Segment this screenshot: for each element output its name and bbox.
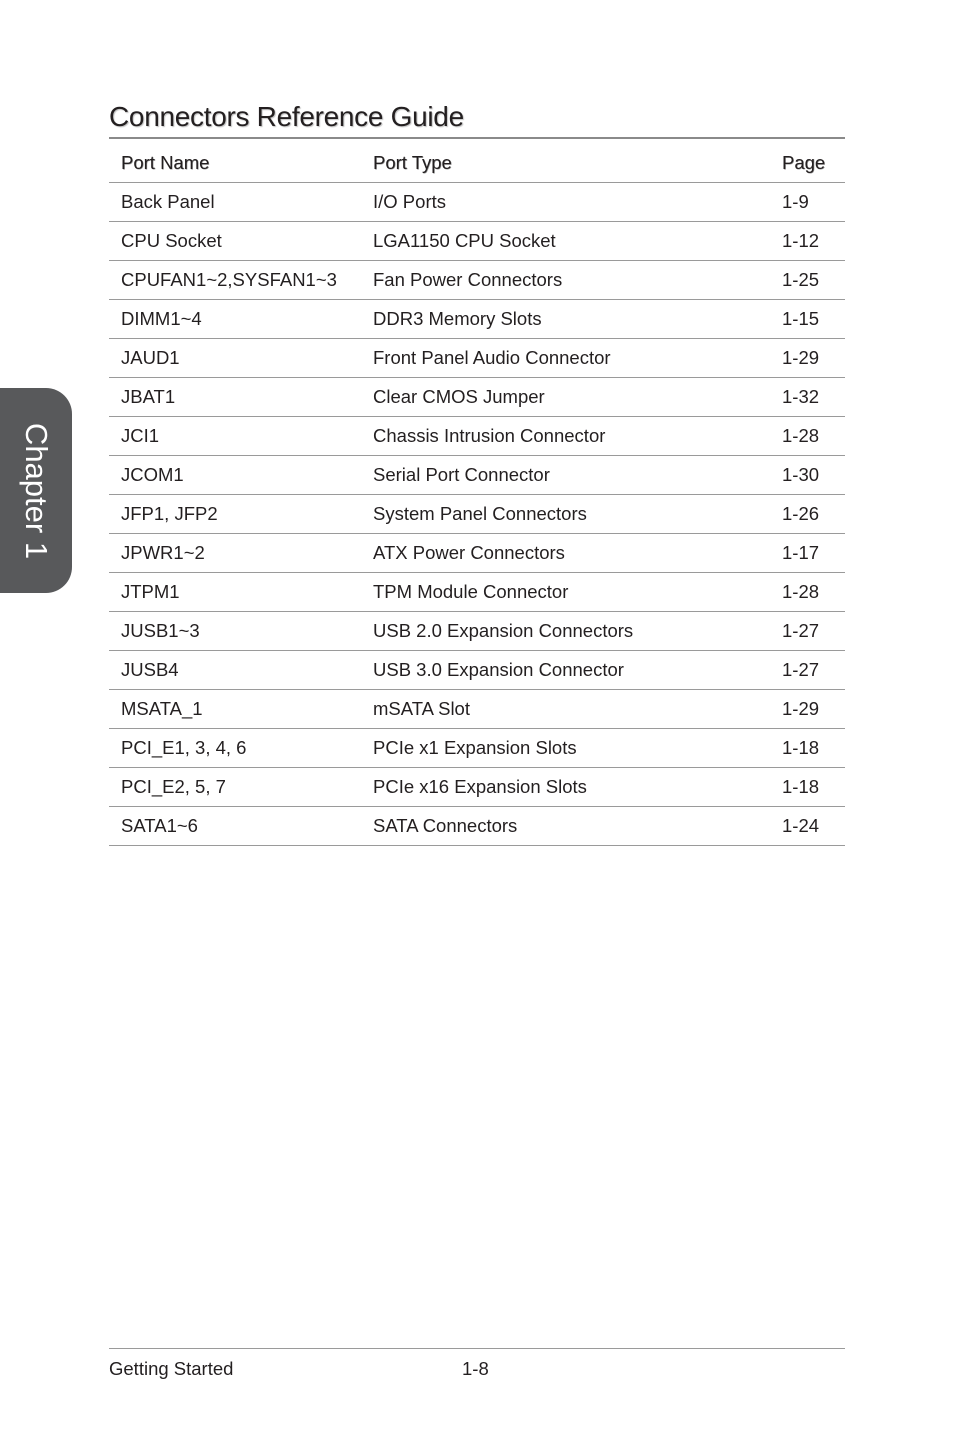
port-name-cell: CPUFAN1~2,SYSFAN1~3 bbox=[109, 261, 361, 300]
page-cell: 1-29 bbox=[770, 690, 845, 729]
page-cell: 1-9 bbox=[770, 183, 845, 222]
table-row bbox=[109, 378, 845, 417]
port-name-cell: JCI1 bbox=[109, 417, 361, 456]
table-header-row bbox=[109, 144, 845, 183]
port-name-cell: MSATA_1 bbox=[109, 690, 361, 729]
port-name-cell: SATA1~6 bbox=[109, 807, 361, 846]
table-row bbox=[109, 690, 845, 729]
page-cell: 1-32 bbox=[770, 378, 845, 417]
page-cell: 1-17 bbox=[770, 534, 845, 573]
port-type-cell: LGA1150 CPU Socket bbox=[361, 222, 770, 261]
table-row bbox=[109, 183, 845, 222]
page-cell: 1-28 bbox=[770, 417, 845, 456]
port-name-cell: JTPM1 bbox=[109, 573, 361, 612]
port-type-cell: TPM Module Connector bbox=[361, 573, 770, 612]
port-type-cell: DDR3 Memory Slots bbox=[361, 300, 770, 339]
port-name-cell: JCOM1 bbox=[109, 456, 361, 495]
page-cell: 1-18 bbox=[770, 729, 845, 768]
port-type-cell: System Panel Connectors bbox=[361, 495, 770, 534]
header-port-name: Port Name bbox=[109, 144, 361, 183]
port-type-cell: PCIe x1 Expansion Slots bbox=[361, 729, 770, 768]
chapter-tab bbox=[0, 388, 72, 593]
table-row bbox=[109, 612, 845, 651]
footer-page-number: 1-8 bbox=[462, 1358, 489, 1379]
port-type-cell: Serial Port Connector bbox=[361, 456, 770, 495]
table-row bbox=[109, 222, 845, 261]
port-name-cell: JPWR1~2 bbox=[109, 534, 361, 573]
port-name-cell: CPU Socket bbox=[109, 222, 361, 261]
table-row bbox=[109, 768, 845, 807]
table-row bbox=[109, 573, 845, 612]
footer-divider bbox=[109, 1348, 845, 1349]
port-name-cell: JBAT1 bbox=[109, 378, 361, 417]
header-page: Page bbox=[770, 144, 845, 183]
table-row bbox=[109, 729, 845, 768]
port-name-cell: Back Panel bbox=[109, 183, 361, 222]
page-cell: 1-18 bbox=[770, 768, 845, 807]
port-type-cell: I/O Ports bbox=[361, 183, 770, 222]
page-cell: 1-28 bbox=[770, 573, 845, 612]
port-name-cell: PCI_E2, 5, 7 bbox=[109, 768, 361, 807]
port-type-cell: Clear CMOS Jumper bbox=[361, 378, 770, 417]
table-row bbox=[109, 651, 845, 690]
table-row bbox=[109, 261, 845, 300]
title-divider bbox=[109, 137, 845, 139]
port-name-cell: JUSB1~3 bbox=[109, 612, 361, 651]
port-type-cell: ATX Power Connectors bbox=[361, 534, 770, 573]
page-cell: 1-27 bbox=[770, 651, 845, 690]
page-cell: 1-15 bbox=[770, 300, 845, 339]
port-name-cell: DIMM1~4 bbox=[109, 300, 361, 339]
table-row bbox=[109, 807, 845, 846]
page-cell: 1-24 bbox=[770, 807, 845, 846]
table-row bbox=[109, 300, 845, 339]
port-type-cell: PCIe x16 Expansion Slots bbox=[361, 768, 770, 807]
port-type-cell: Front Panel Audio Connector bbox=[361, 339, 770, 378]
port-name-cell: JUSB4 bbox=[109, 651, 361, 690]
table-row bbox=[109, 339, 845, 378]
port-type-cell: Fan Power Connectors bbox=[361, 261, 770, 300]
page-cell: 1-30 bbox=[770, 456, 845, 495]
table-row bbox=[109, 534, 845, 573]
table-row bbox=[109, 495, 845, 534]
header-port-type: Port Type bbox=[361, 144, 770, 183]
port-type-cell: USB 2.0 Expansion Connectors bbox=[361, 612, 770, 651]
port-type-cell: USB 3.0 Expansion Connector bbox=[361, 651, 770, 690]
port-name-cell: JAUD1 bbox=[109, 339, 361, 378]
page-cell: 1-12 bbox=[770, 222, 845, 261]
chapter-tab-label: Chapter 1 bbox=[19, 422, 54, 559]
port-type-cell: Chassis Intrusion Connector bbox=[361, 417, 770, 456]
port-name-cell: JFP1, JFP2 bbox=[109, 495, 361, 534]
port-name-cell: PCI_E1, 3, 4, 6 bbox=[109, 729, 361, 768]
port-type-cell: mSATA Slot bbox=[361, 690, 770, 729]
connectors-table bbox=[109, 144, 845, 846]
page-cell: 1-26 bbox=[770, 495, 845, 534]
page-cell: 1-29 bbox=[770, 339, 845, 378]
page-cell: 1-25 bbox=[770, 261, 845, 300]
port-type-cell: SATA Connectors bbox=[361, 807, 770, 846]
footer-section-title: Getting Started bbox=[109, 1358, 234, 1379]
table-row bbox=[109, 417, 845, 456]
page-title: Connectors Reference Guide bbox=[109, 101, 464, 132]
table-row bbox=[109, 456, 845, 495]
page-cell: 1-27 bbox=[770, 612, 845, 651]
